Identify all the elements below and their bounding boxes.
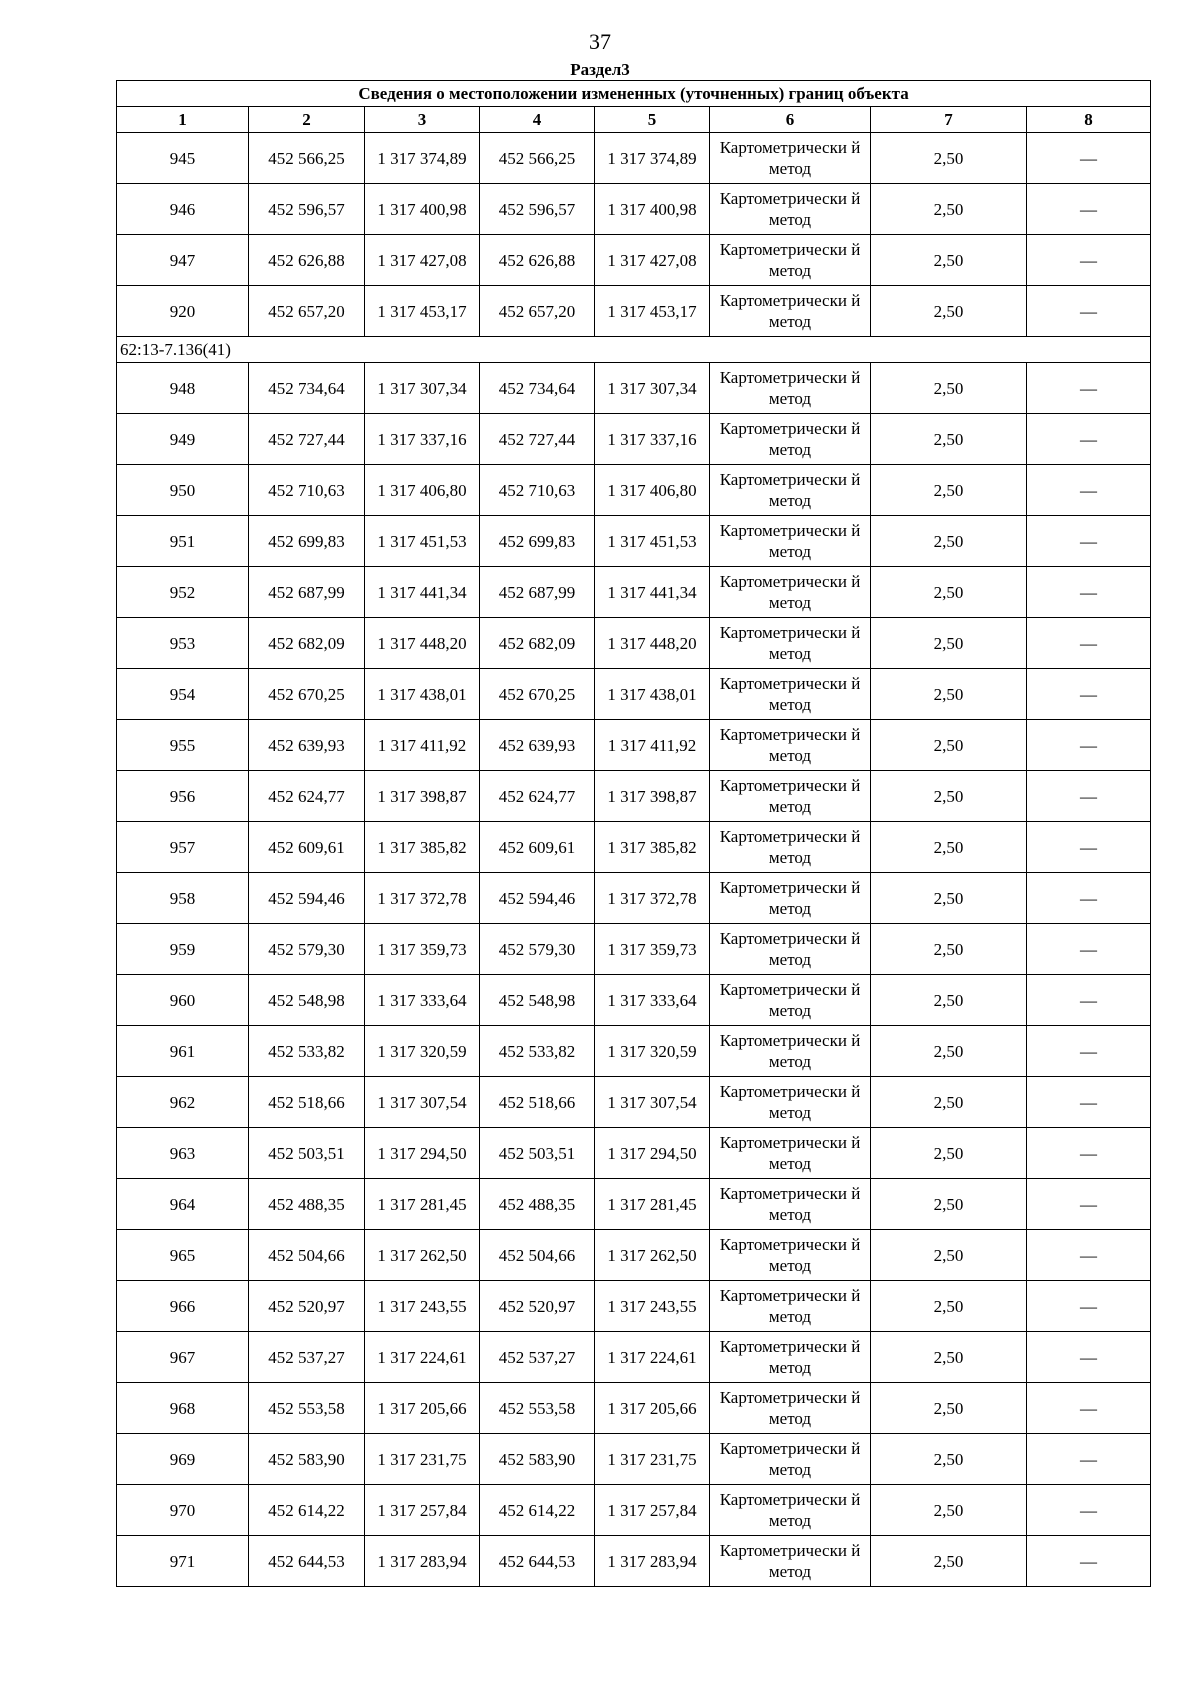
y-old-cell: 1 317 333,64 (365, 975, 480, 1026)
y-old-cell: 1 317 224,61 (365, 1332, 480, 1383)
x-old-cell: 452 548,98 (249, 975, 365, 1026)
x-old-cell: 452 504,66 (249, 1230, 365, 1281)
method-cell: Картометрически й метод (710, 1536, 871, 1587)
table-row (117, 822, 1151, 873)
method-cell: Картометрически й метод (710, 873, 871, 924)
y-new-cell: 1 317 281,45 (595, 1179, 710, 1230)
table-row (117, 363, 1151, 414)
accuracy-cell: 2,50 (871, 924, 1027, 975)
y-old-cell: 1 317 320,59 (365, 1026, 480, 1077)
table-row (117, 414, 1151, 465)
table-row (117, 567, 1151, 618)
point-number-cell: 963 (117, 1128, 249, 1179)
point-number-cell: 951 (117, 516, 249, 567)
y-old-cell: 1 317 294,50 (365, 1128, 480, 1179)
accuracy-cell: 2,50 (871, 1077, 1027, 1128)
table-caption-row (117, 81, 1151, 107)
y-new-cell: 1 317 243,55 (595, 1281, 710, 1332)
boundary-coordinates-table (116, 80, 1151, 1587)
x-old-cell: 452 609,61 (249, 822, 365, 873)
y-new-cell: 1 317 262,50 (595, 1230, 710, 1281)
accuracy-cell: 2,50 (871, 873, 1027, 924)
y-old-cell: 1 317 281,45 (365, 1179, 480, 1230)
description-cell: — (1027, 1332, 1151, 1383)
accuracy-cell: 2,50 (871, 286, 1027, 337)
x-new-cell: 452 488,35 (480, 1179, 595, 1230)
group-label: 62:13-7.136(41) (117, 337, 1151, 363)
point-number-cell: 966 (117, 1281, 249, 1332)
y-old-cell: 1 317 337,16 (365, 414, 480, 465)
point-number-cell: 962 (117, 1077, 249, 1128)
x-new-cell: 452 687,99 (480, 567, 595, 618)
table-row (117, 1128, 1151, 1179)
x-old-cell: 452 503,51 (249, 1128, 365, 1179)
x-old-cell: 452 682,09 (249, 618, 365, 669)
table-row (117, 1281, 1151, 1332)
y-new-cell: 1 317 451,53 (595, 516, 710, 567)
description-cell: — (1027, 1230, 1151, 1281)
method-cell: Картометрически й метод (710, 1026, 871, 1077)
y-new-cell: 1 317 441,34 (595, 567, 710, 618)
column-number: 3 (365, 107, 480, 133)
accuracy-cell: 2,50 (871, 669, 1027, 720)
y-new-cell: 1 317 406,80 (595, 465, 710, 516)
y-new-cell: 1 317 400,98 (595, 184, 710, 235)
table-row (117, 873, 1151, 924)
x-new-cell: 452 657,20 (480, 286, 595, 337)
table-row (117, 1026, 1151, 1077)
method-cell: Картометрически й метод (710, 618, 871, 669)
y-old-cell: 1 317 205,66 (365, 1383, 480, 1434)
x-new-cell: 452 626,88 (480, 235, 595, 286)
point-number-cell: 953 (117, 618, 249, 669)
x-new-cell: 452 518,66 (480, 1077, 595, 1128)
y-old-cell: 1 317 243,55 (365, 1281, 480, 1332)
x-old-cell: 452 670,25 (249, 669, 365, 720)
description-cell: — (1027, 822, 1151, 873)
description-cell: — (1027, 414, 1151, 465)
accuracy-cell: 2,50 (871, 1434, 1027, 1485)
method-cell: Картометрически й метод (710, 1383, 871, 1434)
x-new-cell: 452 734,64 (480, 363, 595, 414)
method-cell: Картометрически й метод (710, 1434, 871, 1485)
method-cell: Картометрически й метод (710, 465, 871, 516)
description-cell: — (1027, 286, 1151, 337)
point-number-cell: 920 (117, 286, 249, 337)
x-old-cell: 452 533,82 (249, 1026, 365, 1077)
y-old-cell: 1 317 411,92 (365, 720, 480, 771)
accuracy-cell: 2,50 (871, 414, 1027, 465)
description-cell: — (1027, 516, 1151, 567)
method-cell: Картометрически й метод (710, 1281, 871, 1332)
description-cell: — (1027, 975, 1151, 1026)
table-row (117, 1485, 1151, 1536)
method-cell: Картометрически й метод (710, 1179, 871, 1230)
y-new-cell: 1 317 224,61 (595, 1332, 710, 1383)
table-row (117, 975, 1151, 1026)
x-old-cell: 452 657,20 (249, 286, 365, 337)
x-old-cell: 452 537,27 (249, 1332, 365, 1383)
table-row (117, 618, 1151, 669)
y-new-cell: 1 317 294,50 (595, 1128, 710, 1179)
y-old-cell: 1 317 451,53 (365, 516, 480, 567)
accuracy-cell: 2,50 (871, 363, 1027, 414)
x-new-cell: 452 644,53 (480, 1536, 595, 1587)
description-cell: — (1027, 1434, 1151, 1485)
x-old-cell: 452 639,93 (249, 720, 365, 771)
accuracy-cell: 2,50 (871, 235, 1027, 286)
method-cell: Картометрически й метод (710, 1230, 871, 1281)
table-row (117, 1077, 1151, 1128)
description-cell: — (1027, 669, 1151, 720)
page-number: 37 (589, 29, 611, 54)
y-old-cell: 1 317 307,54 (365, 1077, 480, 1128)
accuracy-cell: 2,50 (871, 1026, 1027, 1077)
group-header-row (117, 337, 1151, 363)
y-new-cell: 1 317 283,94 (595, 1536, 710, 1587)
description-cell: — (1027, 363, 1151, 414)
point-number-cell: 960 (117, 975, 249, 1026)
x-old-cell: 452 566,25 (249, 133, 365, 184)
y-new-cell: 1 317 385,82 (595, 822, 710, 873)
x-old-cell: 452 687,99 (249, 567, 365, 618)
description-cell: — (1027, 133, 1151, 184)
y-old-cell: 1 317 400,98 (365, 184, 480, 235)
x-old-cell: 452 644,53 (249, 1536, 365, 1587)
x-new-cell: 452 566,25 (480, 133, 595, 184)
description-cell: — (1027, 1179, 1151, 1230)
table-row (117, 1434, 1151, 1485)
y-old-cell: 1 317 448,20 (365, 618, 480, 669)
point-number-cell: 957 (117, 822, 249, 873)
y-old-cell: 1 317 359,73 (365, 924, 480, 975)
method-cell: Картометрически й метод (710, 133, 871, 184)
method-cell: Картометрически й метод (710, 516, 871, 567)
description-cell: — (1027, 618, 1151, 669)
accuracy-cell: 2,50 (871, 465, 1027, 516)
column-number: 2 (249, 107, 365, 133)
table-row (117, 669, 1151, 720)
x-new-cell: 452 520,97 (480, 1281, 595, 1332)
description-cell: — (1027, 1536, 1151, 1587)
y-new-cell: 1 317 307,54 (595, 1077, 710, 1128)
method-cell: Картометрически й метод (710, 771, 871, 822)
table-row (117, 924, 1151, 975)
y-old-cell: 1 317 438,01 (365, 669, 480, 720)
point-number-cell: 970 (117, 1485, 249, 1536)
table-row (117, 286, 1151, 337)
y-old-cell: 1 317 231,75 (365, 1434, 480, 1485)
x-new-cell: 452 710,63 (480, 465, 595, 516)
accuracy-cell: 2,50 (871, 184, 1027, 235)
method-cell: Картометрически й метод (710, 184, 871, 235)
method-cell: Картометрически й метод (710, 720, 871, 771)
x-new-cell: 452 670,25 (480, 669, 595, 720)
x-new-cell: 452 596,57 (480, 184, 595, 235)
x-new-cell: 452 624,77 (480, 771, 595, 822)
y-old-cell: 1 317 372,78 (365, 873, 480, 924)
x-old-cell: 452 614,22 (249, 1485, 365, 1536)
method-cell: Картометрически й метод (710, 1332, 871, 1383)
table-row (117, 516, 1151, 567)
point-number-cell: 965 (117, 1230, 249, 1281)
column-number: 1 (117, 107, 249, 133)
description-cell: — (1027, 465, 1151, 516)
x-old-cell: 452 518,66 (249, 1077, 365, 1128)
section-title: Раздел3 (570, 60, 630, 79)
y-old-cell: 1 317 453,17 (365, 286, 480, 337)
description-cell: — (1027, 720, 1151, 771)
table-row (117, 720, 1151, 771)
y-old-cell: 1 317 374,89 (365, 133, 480, 184)
x-new-cell: 452 504,66 (480, 1230, 595, 1281)
point-number-cell: 967 (117, 1332, 249, 1383)
accuracy-cell: 2,50 (871, 720, 1027, 771)
accuracy-cell: 2,50 (871, 1485, 1027, 1536)
y-old-cell: 1 317 406,80 (365, 465, 480, 516)
method-cell: Картометрически й метод (710, 1128, 871, 1179)
method-cell: Картометрически й метод (710, 1485, 871, 1536)
accuracy-cell: 2,50 (871, 1179, 1027, 1230)
description-cell: — (1027, 1128, 1151, 1179)
accuracy-cell: 2,50 (871, 1383, 1027, 1434)
x-old-cell: 452 699,83 (249, 516, 365, 567)
x-old-cell: 452 553,58 (249, 1383, 365, 1434)
accuracy-cell: 2,50 (871, 771, 1027, 822)
x-old-cell: 452 596,57 (249, 184, 365, 235)
description-cell: — (1027, 771, 1151, 822)
description-cell: — (1027, 235, 1151, 286)
x-new-cell: 452 537,27 (480, 1332, 595, 1383)
description-cell: — (1027, 1281, 1151, 1332)
accuracy-cell: 2,50 (871, 516, 1027, 567)
description-cell: — (1027, 1077, 1151, 1128)
table-row (117, 771, 1151, 822)
method-cell: Картометрически й метод (710, 567, 871, 618)
table-row (117, 1230, 1151, 1281)
y-new-cell: 1 317 337,16 (595, 414, 710, 465)
y-new-cell: 1 317 307,34 (595, 363, 710, 414)
y-old-cell: 1 317 262,50 (365, 1230, 480, 1281)
point-number-cell: 948 (117, 363, 249, 414)
table-row (117, 184, 1151, 235)
method-cell: Картометрически й метод (710, 235, 871, 286)
x-new-cell: 452 682,09 (480, 618, 595, 669)
point-number-cell: 968 (117, 1383, 249, 1434)
point-number-cell: 945 (117, 133, 249, 184)
table-row (117, 1179, 1151, 1230)
table-row (117, 235, 1151, 286)
x-new-cell: 452 699,83 (480, 516, 595, 567)
y-new-cell: 1 317 411,92 (595, 720, 710, 771)
point-number-cell: 946 (117, 184, 249, 235)
method-cell: Картометрически й метод (710, 363, 871, 414)
method-cell: Картометрически й метод (710, 286, 871, 337)
x-new-cell: 452 583,90 (480, 1434, 595, 1485)
x-new-cell: 452 727,44 (480, 414, 595, 465)
description-cell: — (1027, 873, 1151, 924)
accuracy-cell: 2,50 (871, 1281, 1027, 1332)
x-new-cell: 452 594,46 (480, 873, 595, 924)
y-old-cell: 1 317 441,34 (365, 567, 480, 618)
method-cell: Картометрически й метод (710, 669, 871, 720)
column-number: 8 (1027, 107, 1151, 133)
x-old-cell: 452 488,35 (249, 1179, 365, 1230)
y-old-cell: 1 317 307,34 (365, 363, 480, 414)
y-new-cell: 1 317 372,78 (595, 873, 710, 924)
x-old-cell: 452 626,88 (249, 235, 365, 286)
point-number-cell: 959 (117, 924, 249, 975)
x-new-cell: 452 579,30 (480, 924, 595, 975)
y-new-cell: 1 317 438,01 (595, 669, 710, 720)
accuracy-cell: 2,50 (871, 567, 1027, 618)
x-new-cell: 452 614,22 (480, 1485, 595, 1536)
y-new-cell: 1 317 257,84 (595, 1485, 710, 1536)
point-number-cell: 950 (117, 465, 249, 516)
point-number-cell: 971 (117, 1536, 249, 1587)
method-cell: Картометрически й метод (710, 414, 871, 465)
accuracy-cell: 2,50 (871, 975, 1027, 1026)
table-caption: Сведения о местоположении измененных (уточненных) границ объекта (117, 81, 1151, 107)
x-old-cell: 452 594,46 (249, 873, 365, 924)
accuracy-cell: 2,50 (871, 618, 1027, 669)
accuracy-cell: 2,50 (871, 133, 1027, 184)
y-new-cell: 1 317 231,75 (595, 1434, 710, 1485)
description-cell: — (1027, 1383, 1151, 1434)
y-old-cell: 1 317 398,87 (365, 771, 480, 822)
point-number-cell: 947 (117, 235, 249, 286)
y-new-cell: 1 317 374,89 (595, 133, 710, 184)
method-cell: Картометрически й метод (710, 1077, 871, 1128)
column-number: 4 (480, 107, 595, 133)
x-old-cell: 452 624,77 (249, 771, 365, 822)
point-number-cell: 949 (117, 414, 249, 465)
description-cell: — (1027, 1026, 1151, 1077)
y-new-cell: 1 317 359,73 (595, 924, 710, 975)
y-new-cell: 1 317 448,20 (595, 618, 710, 669)
accuracy-cell: 2,50 (871, 1332, 1027, 1383)
y-new-cell: 1 317 398,87 (595, 771, 710, 822)
y-old-cell: 1 317 427,08 (365, 235, 480, 286)
x-old-cell: 452 579,30 (249, 924, 365, 975)
point-number-cell: 958 (117, 873, 249, 924)
table-row (117, 1536, 1151, 1587)
method-cell: Картометрически й метод (710, 822, 871, 873)
column-number: 6 (710, 107, 871, 133)
x-old-cell: 452 734,64 (249, 363, 365, 414)
table-row (117, 1383, 1151, 1434)
y-new-cell: 1 317 453,17 (595, 286, 710, 337)
y-new-cell: 1 317 205,66 (595, 1383, 710, 1434)
x-new-cell: 452 548,98 (480, 975, 595, 1026)
x-old-cell: 452 710,63 (249, 465, 365, 516)
accuracy-cell: 2,50 (871, 1536, 1027, 1587)
column-number: 5 (595, 107, 710, 133)
method-cell: Картометрически й метод (710, 924, 871, 975)
x-old-cell: 452 583,90 (249, 1434, 365, 1485)
y-new-cell: 1 317 427,08 (595, 235, 710, 286)
x-old-cell: 452 520,97 (249, 1281, 365, 1332)
description-cell: — (1027, 924, 1151, 975)
accuracy-cell: 2,50 (871, 1128, 1027, 1179)
column-number: 7 (871, 107, 1027, 133)
point-number-cell: 969 (117, 1434, 249, 1485)
point-number-cell: 955 (117, 720, 249, 771)
point-number-cell: 952 (117, 567, 249, 618)
y-old-cell: 1 317 257,84 (365, 1485, 480, 1536)
point-number-cell: 954 (117, 669, 249, 720)
y-new-cell: 1 317 320,59 (595, 1026, 710, 1077)
table-row (117, 465, 1151, 516)
accuracy-cell: 2,50 (871, 822, 1027, 873)
point-number-cell: 961 (117, 1026, 249, 1077)
point-number-cell: 964 (117, 1179, 249, 1230)
description-cell: — (1027, 184, 1151, 235)
table-row (117, 1332, 1151, 1383)
y-new-cell: 1 317 333,64 (595, 975, 710, 1026)
y-old-cell: 1 317 385,82 (365, 822, 480, 873)
x-new-cell: 452 639,93 (480, 720, 595, 771)
point-number-cell: 956 (117, 771, 249, 822)
description-cell: — (1027, 567, 1151, 618)
table-row (117, 133, 1151, 184)
x-new-cell: 452 609,61 (480, 822, 595, 873)
x-old-cell: 452 727,44 (249, 414, 365, 465)
y-old-cell: 1 317 283,94 (365, 1536, 480, 1587)
description-cell: — (1027, 1485, 1151, 1536)
x-new-cell: 452 553,58 (480, 1383, 595, 1434)
column-number-row (117, 107, 1151, 133)
x-new-cell: 452 533,82 (480, 1026, 595, 1077)
x-new-cell: 452 503,51 (480, 1128, 595, 1179)
method-cell: Картометрически й метод (710, 975, 871, 1026)
accuracy-cell: 2,50 (871, 1230, 1027, 1281)
